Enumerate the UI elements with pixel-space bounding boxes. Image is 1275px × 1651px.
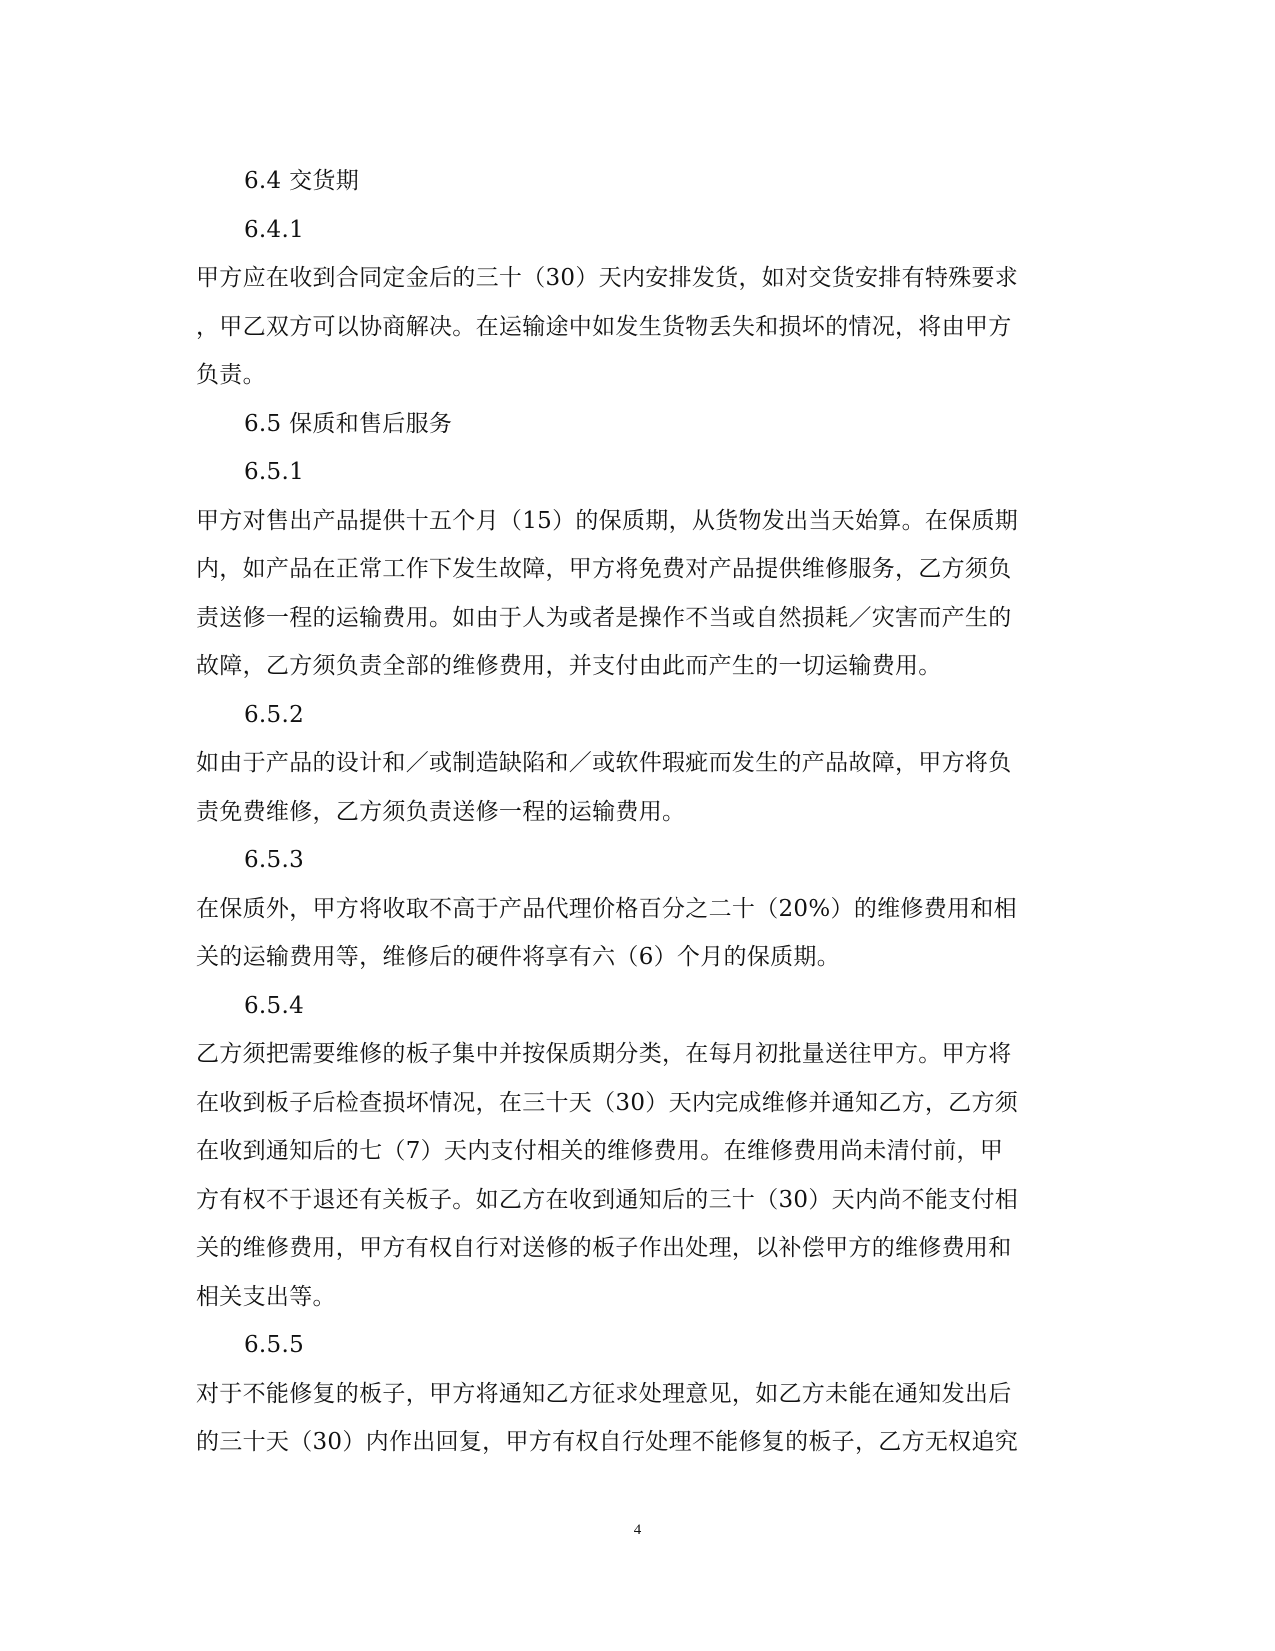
body-line: ，甲乙双方可以协商解决。在运输途中如发生货物丢失和损坏的情况，将由甲方 xyxy=(196,313,1012,340)
body-line: 如由于产品的设计和／或制造缺陷和／或软件瑕疵而发生的产品故障，甲方将负 xyxy=(196,750,1012,776)
body-line: 相关支出等。 xyxy=(196,1283,336,1310)
body-line: 乙方须把需要维修的板子集中并按保质期分类，在每月初批量送往甲方。甲方将 xyxy=(196,1041,1012,1067)
clause-number-6-5-2: 6.5.2 xyxy=(244,701,305,728)
body-line: 对于不能修复的板子，甲方将通知乙方征求处理意见，如乙方未能在通知发出后 xyxy=(196,1380,1012,1407)
clause-number-6-5-5: 6.5.5 xyxy=(244,1332,305,1358)
body-line: 甲方对售出产品提供十五个月（15）的保质期，从货物发出当天始算。在保质期 xyxy=(196,507,1019,534)
body-line: 故障，乙方须负责全部的维修费用，并支付由此而产生的一切运输费用。 xyxy=(196,653,942,679)
body-line: 方有权不于退还有关板子。如乙方在收到通知后的三十（30）天内尚不能支付相 xyxy=(196,1186,1019,1213)
body-line: 的三十天（30）内作出回复，甲方有权自行处理不能修复的板子，乙方无权追究 xyxy=(196,1429,1019,1455)
page-number: 4 xyxy=(633,1522,642,1538)
body-line: 负责。 xyxy=(196,362,266,388)
clause-number-6-4-1: 6.4.1 xyxy=(244,216,305,243)
body-line: 责送修一程的运输费用。如由于人为或者是操作不当或自然损耗／灾害而产生的 xyxy=(196,604,1012,631)
body-line: 关的维修费用，甲方有权自行对送修的板子作出处理，以补偿甲方的维修费用和 xyxy=(196,1235,1012,1261)
section-heading-6-4: 6.4 交货期 xyxy=(244,168,359,194)
body-line: 内，如产品在正常工作下发生故障，甲方将免费对产品提供维修服务，乙方须负 xyxy=(196,556,1012,582)
clause-number-6-5-3: 6.5.3 xyxy=(244,847,305,873)
body-line: 责免费维修，乙方须负责送修一程的运输费用。 xyxy=(196,798,686,825)
body-line: 在收到通知后的七（7）天内支付相关的维修费用。在维修费用尚未清付前，甲 xyxy=(196,1138,1004,1164)
body-line: 关的运输费用等，维修后的硬件将享有六（6）个月的保质期。 xyxy=(196,944,841,970)
body-line: 甲方应在收到合同定金后的三十（30）天内安排发货，如对交货安排有特殊要求 xyxy=(196,265,1019,291)
clause-number-6-5-4: 6.5.4 xyxy=(244,992,305,1019)
section-heading-6-5: 6.5 保质和售后服务 xyxy=(244,410,453,437)
body-line: 在保质外，甲方将收取不高于产品代理价格百分之二十（20%）的维修费用和相 xyxy=(196,895,1017,922)
clause-number-6-5-1: 6.5.1 xyxy=(244,459,305,485)
body-line: 在收到板子后检查损坏情况，在三十天（30）天内完成维修并通知乙方，乙方须 xyxy=(196,1089,1019,1116)
document-body xyxy=(196,157,1072,1467)
